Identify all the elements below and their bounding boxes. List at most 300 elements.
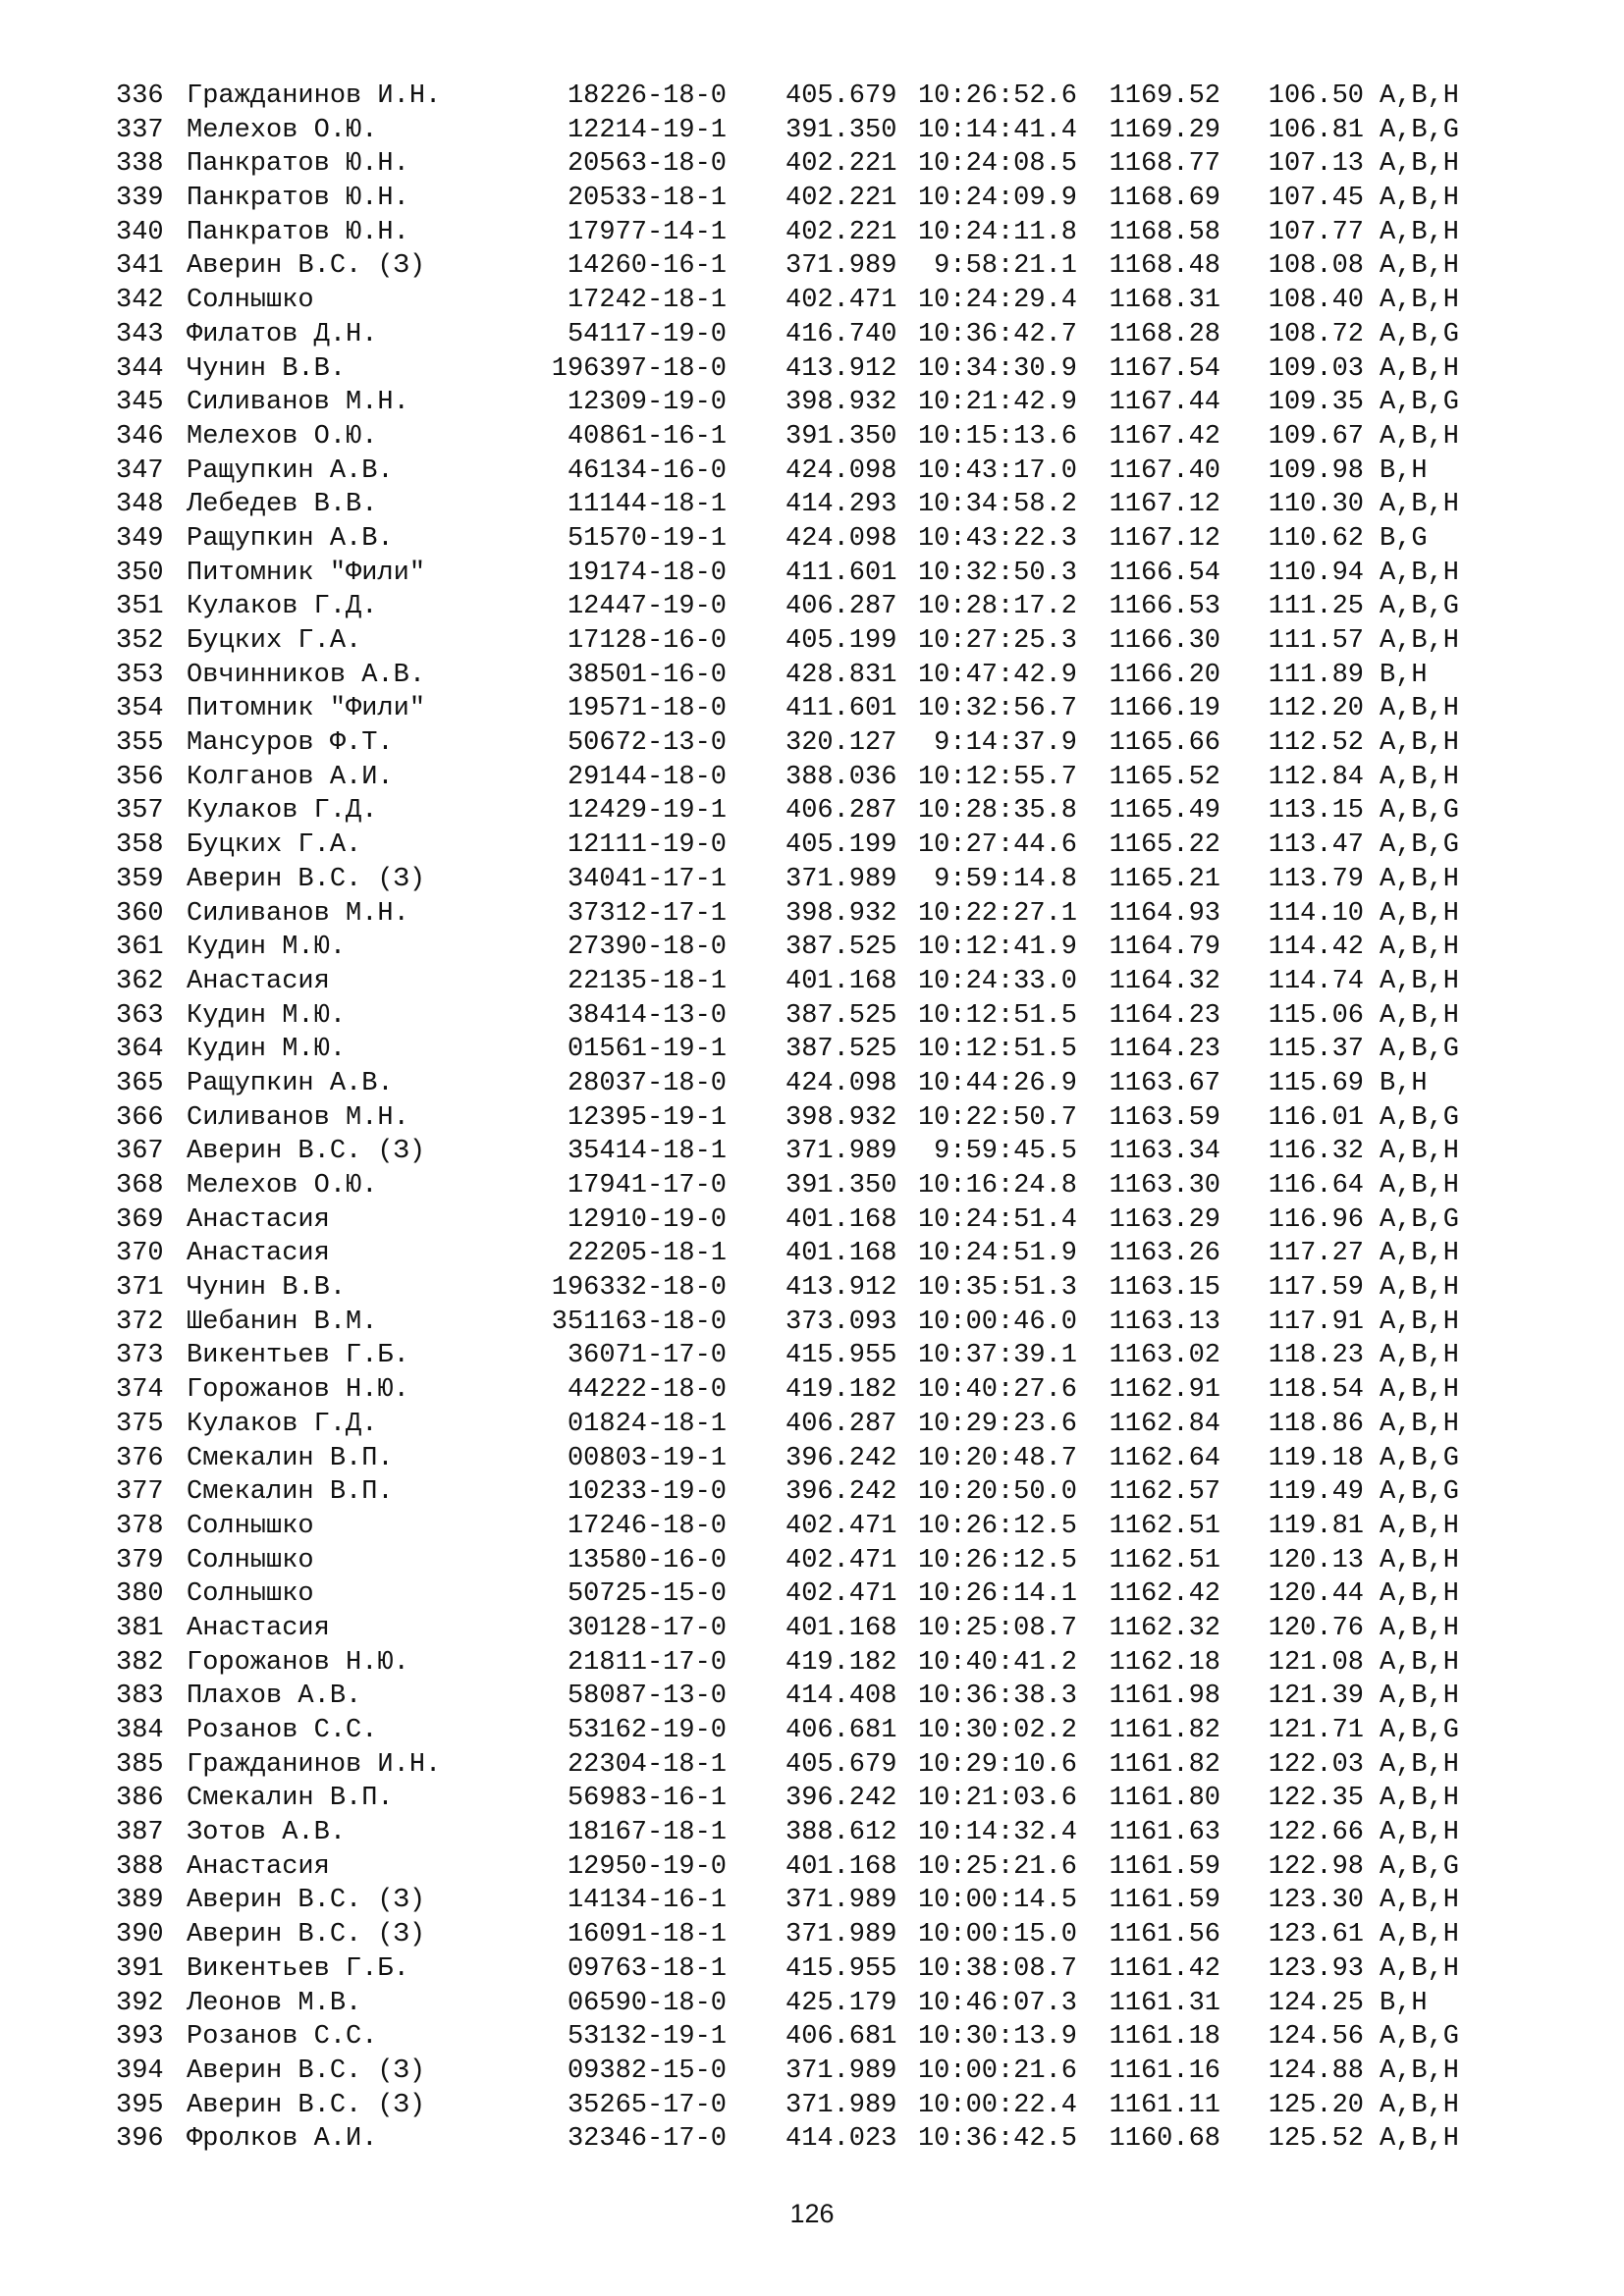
fancier-name: Колганов А.И. xyxy=(187,762,394,792)
table-row xyxy=(116,1987,1459,2021)
coefficient: 109.98 xyxy=(1268,455,1364,486)
fancier-name: Солнышко xyxy=(187,1545,314,1575)
distance: 388.036 xyxy=(785,762,897,792)
arrival-time: 10:44:26.9 xyxy=(917,1068,1077,1098)
row-number: 358 xyxy=(116,830,164,861)
groups: A,B,H xyxy=(1380,184,1460,214)
column-gap xyxy=(727,726,785,761)
column-gap xyxy=(727,1203,785,1238)
arrival-time: 10:26:12.5 xyxy=(917,1511,1077,1541)
coefficient: 123.61 xyxy=(1268,1920,1364,1950)
speed: 1163.29 xyxy=(1109,1204,1220,1235)
groups: B,G xyxy=(1380,523,1428,554)
row-number: 345 xyxy=(116,388,164,418)
groups: A,B,H xyxy=(1380,2056,1460,2086)
ring-number: 50672-13-0 xyxy=(567,728,727,759)
distance: 402.221 xyxy=(785,149,897,180)
coefficient: 122.98 xyxy=(1268,1851,1364,1882)
arrival-time: 9:14:37.9 xyxy=(934,728,1077,759)
arrival-time: 10:30:02.2 xyxy=(917,1716,1077,1745)
coefficient: 115.69 xyxy=(1268,1068,1364,1098)
column-gap xyxy=(727,1373,785,1408)
distance: 402.471 xyxy=(785,286,897,316)
arrival-time: 10:26:14.1 xyxy=(917,1579,1077,1610)
coefficient: 116.32 xyxy=(1268,1137,1364,1167)
column-gap xyxy=(727,114,785,148)
arrival-time: 9:59:14.8 xyxy=(934,864,1077,894)
coefficient: 107.45 xyxy=(1268,184,1364,214)
speed: 1163.15 xyxy=(1109,1273,1220,1304)
column-gap xyxy=(727,216,785,250)
groups: A,B,H xyxy=(1380,251,1460,282)
fancier-name: Анастасия xyxy=(187,966,330,996)
fancier-name: Анастасия xyxy=(187,1239,330,1269)
coefficient: 111.57 xyxy=(1268,626,1364,656)
row-number: 349 xyxy=(116,523,164,554)
distance: 415.955 xyxy=(785,1953,897,1984)
distance: 391.350 xyxy=(785,1171,897,1201)
column-gap xyxy=(727,692,785,726)
coefficient: 110.30 xyxy=(1268,490,1364,520)
table-row xyxy=(116,794,1459,828)
row-number: 369 xyxy=(116,1204,164,1235)
ring-number: 35414-18-1 xyxy=(567,1137,727,1167)
row-number: 360 xyxy=(116,898,164,929)
row-number: 364 xyxy=(116,1035,164,1065)
row-number: 378 xyxy=(116,1511,164,1541)
row-number: 396 xyxy=(116,2124,164,2155)
speed: 1162.32 xyxy=(1109,1613,1220,1643)
table-row xyxy=(116,1067,1459,1101)
ring-number: 351163-18-0 xyxy=(551,1307,727,1337)
fancier-name: Силиванов М.Н. xyxy=(187,898,409,929)
groups: B,H xyxy=(1380,1068,1428,1098)
speed: 1161.80 xyxy=(1109,1784,1220,1814)
distance: 396.242 xyxy=(785,1784,897,1814)
column-gap xyxy=(727,624,785,659)
coefficient: 121.39 xyxy=(1268,1682,1364,1712)
column-gap xyxy=(727,249,785,284)
table-row xyxy=(116,1408,1459,1442)
coefficient: 125.20 xyxy=(1268,2090,1364,2120)
coefficient: 109.35 xyxy=(1268,388,1364,418)
arrival-time: 10:16:24.8 xyxy=(917,1171,1077,1201)
table-row xyxy=(116,420,1459,454)
row-number: 371 xyxy=(116,1273,164,1304)
coefficient: 106.81 xyxy=(1268,115,1364,145)
table-row xyxy=(116,692,1459,726)
speed: 1166.20 xyxy=(1109,660,1220,690)
distance: 424.098 xyxy=(785,523,897,554)
column-gap xyxy=(727,1033,785,1067)
coefficient: 124.25 xyxy=(1268,1988,1364,2018)
speed: 1166.19 xyxy=(1109,694,1220,724)
coefficient: 115.06 xyxy=(1268,1000,1364,1031)
column-gap xyxy=(727,794,785,828)
column-gap xyxy=(727,1101,785,1136)
arrival-time: 10:24:51.4 xyxy=(917,1204,1077,1235)
coefficient: 121.71 xyxy=(1268,1716,1364,1745)
coefficient: 113.47 xyxy=(1268,830,1364,861)
distance: 320.127 xyxy=(785,728,897,759)
coefficient: 121.08 xyxy=(1268,1647,1364,1678)
table-row xyxy=(116,1816,1459,1850)
speed: 1165.66 xyxy=(1109,728,1220,759)
column-gap xyxy=(727,1918,785,1952)
row-number: 386 xyxy=(116,1784,164,1814)
row-number: 339 xyxy=(116,184,164,214)
table-row xyxy=(116,1510,1459,1544)
coefficient: 120.76 xyxy=(1268,1613,1364,1643)
column-gap xyxy=(727,1544,785,1578)
table-row xyxy=(116,1850,1459,1885)
fancier-name: Гражданинов И.Н. xyxy=(187,1749,442,1780)
column-gap xyxy=(727,1135,785,1169)
groups: A,B,H xyxy=(1380,1818,1460,1848)
table-row xyxy=(116,863,1459,897)
table-row xyxy=(116,1748,1459,1783)
coefficient: 123.30 xyxy=(1268,1886,1364,1916)
table-row xyxy=(116,726,1459,761)
distance: 391.350 xyxy=(785,421,897,452)
groups: A,B,G xyxy=(1380,1716,1460,1745)
fancier-name: Мелехов О.Ю. xyxy=(187,1171,378,1201)
speed: 1167.40 xyxy=(1109,455,1220,486)
speed: 1167.12 xyxy=(1109,490,1220,520)
table-row xyxy=(116,557,1459,591)
distance: 425.179 xyxy=(785,1988,897,2018)
coefficient: 107.77 xyxy=(1268,217,1364,247)
ring-number: 27390-18-0 xyxy=(567,933,727,963)
ring-number: 28037-18-0 xyxy=(567,1068,727,1098)
row-number: 367 xyxy=(116,1137,164,1167)
arrival-time: 10:12:51.5 xyxy=(917,1000,1077,1031)
arrival-time: 10:43:17.0 xyxy=(917,455,1077,486)
speed: 1165.22 xyxy=(1109,830,1220,861)
fancier-name: Аверин В.С. (З) xyxy=(187,251,426,282)
column-gap xyxy=(727,352,785,387)
row-number: 347 xyxy=(116,455,164,486)
row-number: 338 xyxy=(116,149,164,180)
column-gap xyxy=(727,522,785,557)
speed: 1167.44 xyxy=(1109,388,1220,418)
distance: 371.989 xyxy=(785,2090,897,2120)
ring-number: 56983-16-1 xyxy=(567,1784,727,1814)
column-gap xyxy=(727,863,785,897)
row-number: 336 xyxy=(116,81,164,111)
row-number: 341 xyxy=(116,251,164,282)
arrival-time: 10:00:22.4 xyxy=(917,2090,1077,2120)
distance: 371.989 xyxy=(785,2056,897,2086)
row-number: 384 xyxy=(116,1716,164,1745)
ring-number: 09382-15-0 xyxy=(567,2056,727,2086)
coefficient: 119.18 xyxy=(1268,1443,1364,1473)
arrival-time: 9:58:21.1 xyxy=(934,251,1077,282)
table-row xyxy=(116,522,1459,557)
ring-number: 22205-18-1 xyxy=(567,1239,727,1269)
arrival-time: 10:20:50.0 xyxy=(917,1477,1077,1508)
table-row xyxy=(116,284,1459,318)
speed: 1165.52 xyxy=(1109,762,1220,792)
distance: 401.168 xyxy=(785,966,897,996)
arrival-time: 10:34:58.2 xyxy=(917,490,1077,520)
ring-number: 50725-15-0 xyxy=(567,1579,727,1610)
row-number: 366 xyxy=(116,1102,164,1133)
row-number: 346 xyxy=(116,421,164,452)
groups: A,B,H xyxy=(1380,1749,1460,1780)
row-number: 348 xyxy=(116,490,164,520)
groups: A,B,H xyxy=(1380,81,1460,111)
distance: 411.601 xyxy=(785,558,897,588)
table-row xyxy=(116,1101,1459,1136)
row-number: 387 xyxy=(116,1818,164,1848)
table-row xyxy=(116,1577,1459,1612)
groups: A,B,H xyxy=(1380,353,1460,384)
groups: A,B,H xyxy=(1380,1511,1460,1541)
table-row xyxy=(116,114,1459,148)
column-gap xyxy=(727,2020,785,2055)
table-row xyxy=(116,454,1459,489)
ring-number: 17128-16-0 xyxy=(567,626,727,656)
coefficient: 106.50 xyxy=(1268,81,1364,111)
distance: 413.912 xyxy=(785,353,897,384)
coefficient: 116.96 xyxy=(1268,1204,1364,1235)
table-row xyxy=(116,2055,1459,2089)
ring-number: 196397-18-0 xyxy=(551,353,727,384)
groups: A,B,H xyxy=(1380,898,1460,929)
fancier-name: Шебанин В.М. xyxy=(187,1307,378,1337)
arrival-time: 10:47:42.9 xyxy=(917,660,1077,690)
table-row xyxy=(116,1237,1459,1271)
distance: 413.912 xyxy=(785,1273,897,1304)
arrival-time: 9:59:45.5 xyxy=(934,1137,1077,1167)
arrival-time: 10:27:44.6 xyxy=(917,830,1077,861)
fancier-name: Питомник "Фили" xyxy=(187,694,426,724)
fancier-name: Панкратов Ю.Н. xyxy=(187,149,409,180)
speed: 1162.18 xyxy=(1109,1647,1220,1678)
distance: 388.612 xyxy=(785,1818,897,1848)
groups: A,B,G xyxy=(1380,115,1460,145)
ring-number: 40861-16-1 xyxy=(567,421,727,452)
column-gap xyxy=(727,1442,785,1476)
speed: 1164.32 xyxy=(1109,966,1220,996)
row-number: 388 xyxy=(116,1851,164,1882)
coefficient: 108.72 xyxy=(1268,319,1364,349)
row-number: 353 xyxy=(116,660,164,690)
speed: 1165.21 xyxy=(1109,864,1220,894)
coefficient: 108.08 xyxy=(1268,251,1364,282)
row-number: 343 xyxy=(116,319,164,349)
arrival-time: 10:12:51.5 xyxy=(917,1035,1077,1065)
speed: 1165.49 xyxy=(1109,796,1220,827)
coefficient: 107.13 xyxy=(1268,149,1364,180)
coefficient: 108.40 xyxy=(1268,286,1364,316)
ring-number: 11144-18-1 xyxy=(567,490,727,520)
arrival-time: 10:36:42.7 xyxy=(917,319,1077,349)
table-row xyxy=(116,1373,1459,1408)
arrival-time: 10:29:10.6 xyxy=(917,1749,1077,1780)
column-gap xyxy=(727,182,785,216)
coefficient: 118.86 xyxy=(1268,1409,1364,1439)
distance: 398.932 xyxy=(785,898,897,929)
column-gap xyxy=(727,1271,785,1306)
speed: 1162.51 xyxy=(1109,1545,1220,1575)
coefficient: 111.89 xyxy=(1268,660,1364,690)
ring-number: 14134-16-1 xyxy=(567,1886,727,1916)
table-row xyxy=(116,2020,1459,2055)
groups: A,B,H xyxy=(1380,1784,1460,1814)
fancier-name: Овчинников А.В. xyxy=(187,660,426,690)
coefficient: 112.84 xyxy=(1268,762,1364,792)
row-number: 393 xyxy=(116,2022,164,2053)
distance: 405.679 xyxy=(785,1749,897,1780)
ring-number: 30128-17-0 xyxy=(567,1613,727,1643)
groups: A,B,H xyxy=(1380,286,1460,316)
groups: A,B,H xyxy=(1380,1137,1460,1167)
column-gap xyxy=(727,1782,785,1816)
arrival-time: 10:46:07.3 xyxy=(917,1988,1077,2018)
speed: 1168.69 xyxy=(1109,184,1220,214)
ring-number: 51570-19-1 xyxy=(567,523,727,554)
row-number: 354 xyxy=(116,694,164,724)
speed: 1163.34 xyxy=(1109,1137,1220,1167)
speed: 1167.54 xyxy=(1109,353,1220,384)
groups: A,B,H xyxy=(1380,762,1460,792)
distance: 387.525 xyxy=(785,1000,897,1031)
groups: A,B,H xyxy=(1380,490,1460,520)
table-row xyxy=(116,1306,1459,1340)
speed: 1167.12 xyxy=(1109,523,1220,554)
coefficient: 118.54 xyxy=(1268,1375,1364,1406)
arrival-time: 10:15:13.6 xyxy=(917,421,1077,452)
row-number: 350 xyxy=(116,558,164,588)
distance: 402.471 xyxy=(785,1579,897,1610)
fancier-name: Солнышко xyxy=(187,1511,314,1541)
ring-number: 44222-18-0 xyxy=(567,1375,727,1406)
column-gap xyxy=(727,965,785,999)
coefficient: 112.52 xyxy=(1268,728,1364,759)
speed: 1166.30 xyxy=(1109,626,1220,656)
speed: 1161.42 xyxy=(1109,1953,1220,1984)
distance: 401.168 xyxy=(785,1239,897,1269)
fancier-name: Аверин В.С. (З) xyxy=(187,864,426,894)
row-number: 379 xyxy=(116,1545,164,1575)
speed: 1166.54 xyxy=(1109,558,1220,588)
column-gap xyxy=(727,318,785,352)
groups: A,B,H xyxy=(1380,1953,1460,1984)
groups: A,B,G xyxy=(1380,1477,1460,1508)
groups: A,B,H xyxy=(1380,1409,1460,1439)
groups: B,H xyxy=(1380,660,1428,690)
distance: 406.287 xyxy=(785,796,897,827)
arrival-time: 10:27:25.3 xyxy=(917,626,1077,656)
row-number: 390 xyxy=(116,1920,164,1950)
distance: 406.681 xyxy=(785,2022,897,2053)
distance: 371.989 xyxy=(785,1920,897,1950)
arrival-time: 10:30:13.9 xyxy=(917,2022,1077,2053)
speed: 1162.64 xyxy=(1109,1443,1220,1473)
coefficient: 116.64 xyxy=(1268,1171,1364,1201)
distance: 402.471 xyxy=(785,1511,897,1541)
distance: 414.408 xyxy=(785,1682,897,1712)
distance: 391.350 xyxy=(785,115,897,145)
ring-number: 00803-19-1 xyxy=(567,1443,727,1473)
groups: A,B,H xyxy=(1380,1920,1460,1950)
column-gap xyxy=(727,2089,785,2123)
fancier-name: Смекалин В.П. xyxy=(187,1784,394,1814)
coefficient: 110.94 xyxy=(1268,558,1364,588)
fancier-name: Розанов С.С. xyxy=(187,1716,378,1745)
coefficient: 122.03 xyxy=(1268,1749,1364,1780)
arrival-time: 10:22:27.1 xyxy=(917,898,1077,929)
distance: 371.989 xyxy=(785,864,897,894)
ring-number: 34041-17-1 xyxy=(567,864,727,894)
column-gap xyxy=(727,2055,785,2089)
arrival-time: 10:24:11.8 xyxy=(917,217,1077,247)
speed: 1161.31 xyxy=(1109,1988,1220,2018)
arrival-time: 10:14:41.4 xyxy=(917,115,1077,145)
groups: A,B,G xyxy=(1380,2022,1460,2053)
distance: 406.287 xyxy=(785,592,897,622)
table-row xyxy=(116,828,1459,863)
distance: 419.182 xyxy=(785,1647,897,1678)
row-number: 365 xyxy=(116,1068,164,1098)
ring-number: 38501-16-0 xyxy=(567,660,727,690)
ring-number: 09763-18-1 xyxy=(567,1953,727,1984)
table-row xyxy=(116,1680,1459,1714)
ring-number: 53132-19-1 xyxy=(567,2022,727,2053)
column-gap xyxy=(727,1816,785,1850)
ring-number: 17941-17-0 xyxy=(567,1171,727,1201)
distance: 402.221 xyxy=(785,217,897,247)
distance: 373.093 xyxy=(785,1307,897,1337)
table-row xyxy=(116,318,1459,352)
table-row xyxy=(116,216,1459,250)
ring-number: 196332-18-0 xyxy=(551,1273,727,1304)
coefficient: 120.44 xyxy=(1268,1579,1364,1610)
speed: 1162.91 xyxy=(1109,1375,1220,1406)
speed: 1160.68 xyxy=(1109,2124,1220,2155)
groups: A,B,H xyxy=(1380,1307,1460,1337)
speed: 1161.63 xyxy=(1109,1818,1220,1848)
arrival-time: 10:00:46.0 xyxy=(917,1307,1077,1337)
distance: 405.199 xyxy=(785,626,897,656)
speed: 1168.58 xyxy=(1109,217,1220,247)
ring-number: 53162-19-0 xyxy=(567,1716,727,1745)
arrival-time: 10:14:32.4 xyxy=(917,1818,1077,1848)
fancier-name: Аверин В.С. (З) xyxy=(187,2090,426,2120)
distance: 401.168 xyxy=(785,1851,897,1882)
fancier-name: Анастасия xyxy=(187,1613,330,1643)
table-row xyxy=(116,1952,1459,1987)
speed: 1164.79 xyxy=(1109,933,1220,963)
column-gap xyxy=(727,1510,785,1544)
ring-number: 32346-17-0 xyxy=(567,2124,727,2155)
speed: 1164.23 xyxy=(1109,1000,1220,1031)
column-gap xyxy=(727,1577,785,1612)
table-row xyxy=(116,1475,1459,1510)
fancier-name: Розанов С.С. xyxy=(187,2022,378,2053)
ring-number: 12395-19-1 xyxy=(567,1102,727,1133)
speed: 1161.11 xyxy=(1109,2090,1220,2120)
distance: 398.932 xyxy=(785,388,897,418)
column-gap xyxy=(727,590,785,624)
distance: 402.221 xyxy=(785,184,897,214)
groups: A,B,G xyxy=(1380,1204,1460,1235)
speed: 1163.59 xyxy=(1109,1102,1220,1133)
distance: 371.989 xyxy=(785,1137,897,1167)
coefficient: 117.27 xyxy=(1268,1239,1364,1269)
